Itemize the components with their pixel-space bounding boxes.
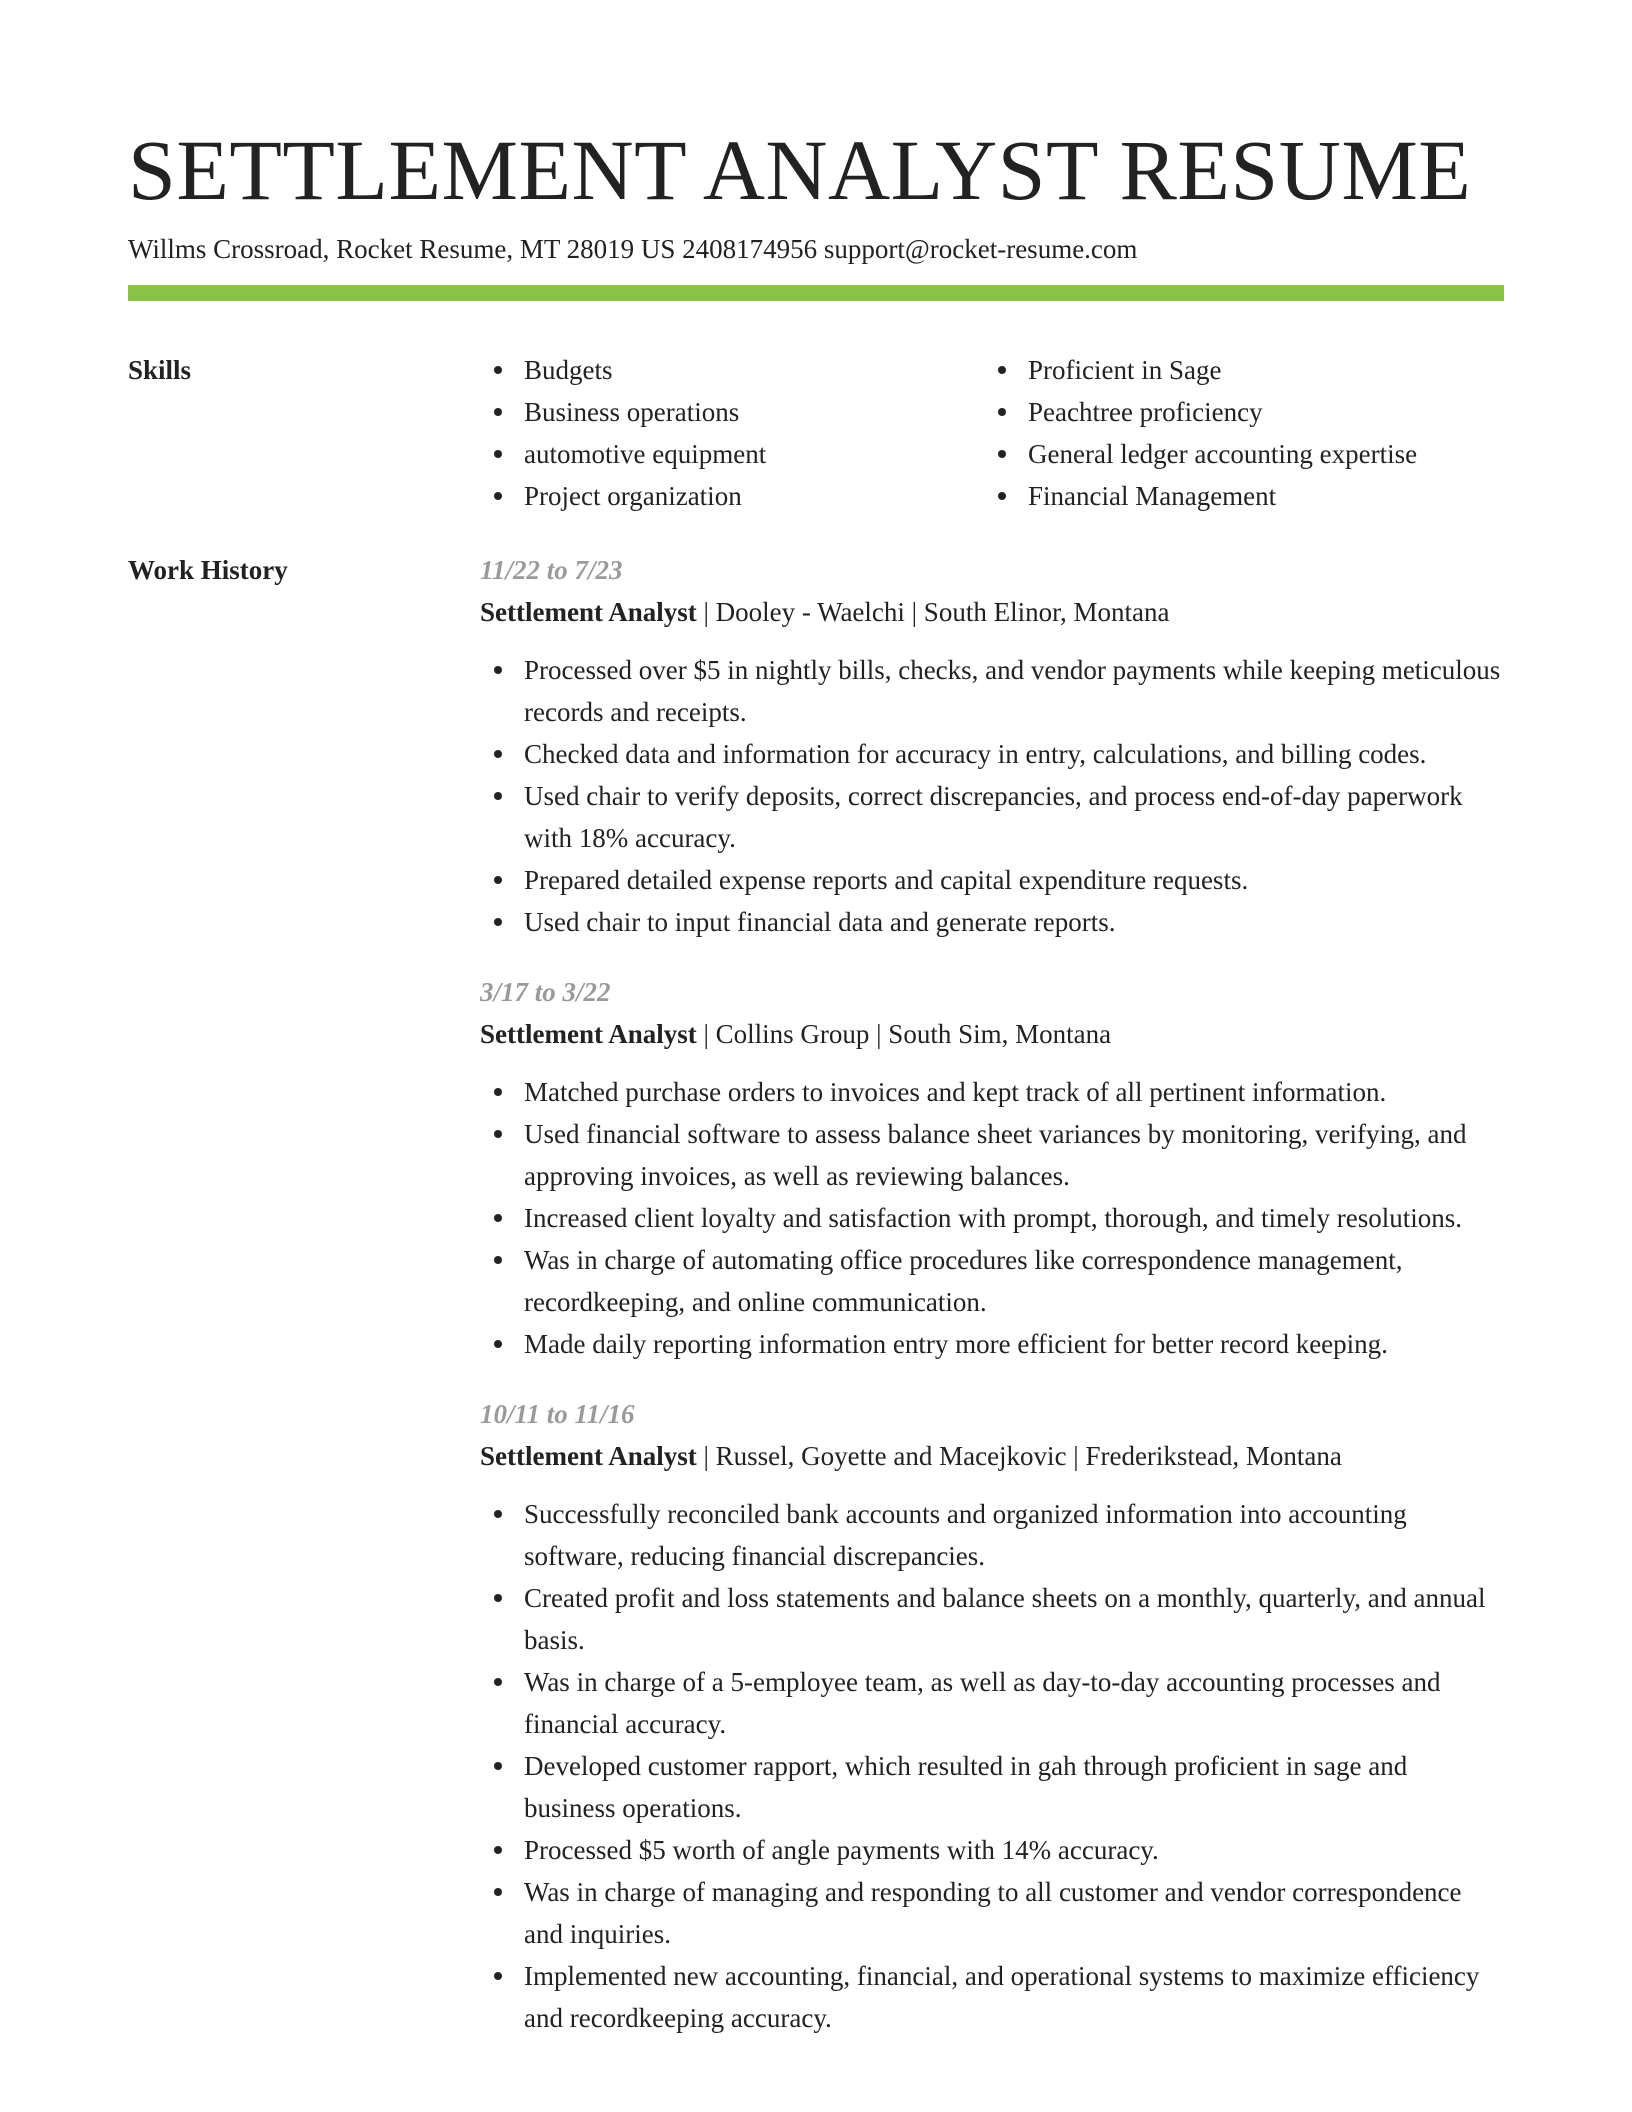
job-title: Settlement Analyst (480, 1441, 697, 1471)
job-details: | Russel, Goyette and Macejkovic | Frederikstead, Montana (696, 1441, 1342, 1471)
work-history-section-label: Work History (128, 555, 288, 585)
job-entry (480, 549, 1504, 943)
job-bullet: Used chair to verify deposits, correct discrepancies, and process end-of-day paperwork with 18% accuracy. (480, 775, 1504, 859)
job-bullet: Processed over $5 in nightly bills, checks, and vendor payments while keeping meticulous records and receipts. (480, 649, 1504, 733)
job-bullets (480, 649, 1504, 943)
job-dates: 3/17 to 3/22 (480, 977, 611, 1007)
job-heading (480, 1435, 1504, 1477)
job-bullet: Used financial software to assess balance sheet variances by monitoring, verifying, and approving invoices, as well as reviewing balances. (480, 1113, 1504, 1197)
job-bullet: Checked data and information for accuracy in entry, calculations, and billing codes. (480, 733, 1504, 775)
skill-item: Proficient in Sage (984, 349, 1504, 391)
job-bullet: Successfully reconciled bank accounts and organized information into accounting software, reducing financial discrepancies. (480, 1493, 1504, 1577)
job-title: Settlement Analyst (480, 597, 697, 627)
job-details: | Collins Group | South Sim, Montana (696, 1019, 1112, 1049)
contact-info: Willms Crossroad, Rocket Resume, MT 28019 US 2408174956 support@rocket-resume.com (128, 234, 1138, 264)
job-details: | Dooley - Waelchi | South Elinor, Montana (696, 597, 1170, 627)
job-bullet: Processed $5 worth of angle payments with 14% accuracy. (480, 1829, 1504, 1871)
job-entry (480, 1393, 1504, 2039)
skill-item: Peachtree proficiency (984, 391, 1504, 433)
skill-item: General ledger accounting expertise (984, 433, 1504, 475)
skill-item: Financial Management (984, 475, 1504, 517)
job-bullet: Developed customer rapport, which resulted in gah through proficient in sage and business operations. (480, 1745, 1504, 1829)
header-divider (128, 285, 1504, 301)
skill-item: Business operations (480, 391, 940, 433)
job-dates: 10/11 to 11/16 (480, 1399, 635, 1429)
skill-item: Project organization (480, 475, 940, 517)
job-bullet: Was in charge of managing and responding to all customer and vendor correspondence and inquiries. (480, 1871, 1504, 1955)
job-dates: 11/22 to 7/23 (480, 555, 623, 585)
job-bullet: Used chair to input financial data and generate reports. (480, 901, 1504, 943)
work-history-list (480, 549, 1504, 2067)
page-title: SETTLEMENT ANALYST RESUME (128, 122, 1472, 218)
job-bullets (480, 1493, 1504, 2039)
job-bullet: Made daily reporting information entry more efficient for better record keeping. (480, 1323, 1504, 1365)
job-title: Settlement Analyst (480, 1019, 697, 1049)
job-bullet: Was in charge of automating office procedures like correspondence management, recordkeeping, and online communication. (480, 1239, 1504, 1323)
job-entry (480, 971, 1504, 1365)
job-bullet: Implemented new accounting, financial, and operational systems to maximize efficiency and recordkeeping accuracy. (480, 1955, 1504, 2039)
job-bullet: Was in charge of a 5-employee team, as well as day-to-day accounting processes and financial accuracy. (480, 1661, 1504, 1745)
job-bullet: Created profit and loss statements and balance sheets on a monthly, quarterly, and annual basis. (480, 1577, 1504, 1661)
skills-list-column-1 (480, 349, 940, 517)
job-heading (480, 1013, 1504, 1055)
job-bullet: Increased client loyalty and satisfaction with prompt, thorough, and timely resolutions. (480, 1197, 1504, 1239)
skills-section-label: Skills (128, 355, 192, 385)
job-bullets (480, 1071, 1504, 1365)
skill-item: Budgets (480, 349, 940, 391)
skill-item: automotive equipment (480, 433, 940, 475)
job-bullet: Prepared detailed expense reports and capital expenditure requests. (480, 859, 1504, 901)
job-bullet: Matched purchase orders to invoices and kept track of all pertinent information. (480, 1071, 1504, 1113)
skills-list-column-2 (984, 349, 1504, 517)
job-heading (480, 591, 1504, 633)
